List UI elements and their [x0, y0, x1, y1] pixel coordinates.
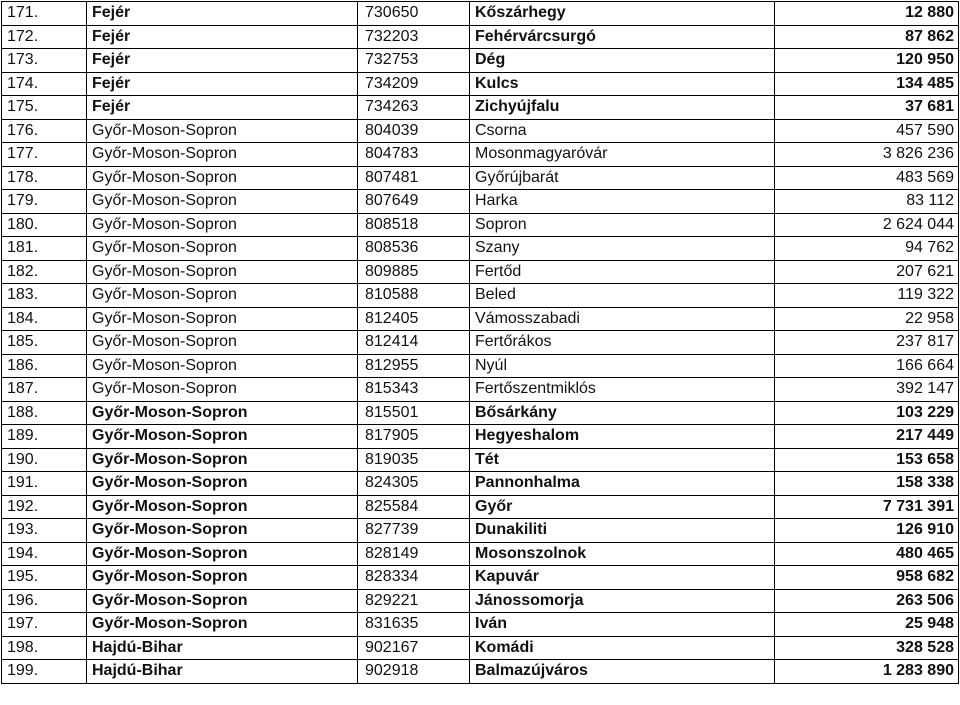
table-row [2, 25, 959, 49]
row-number: 172. [2, 25, 87, 49]
row-number: 196. [2, 589, 87, 613]
row-number: 183. [2, 284, 87, 308]
population-cell: 166 664 [775, 354, 959, 378]
county-cell: Győr-Moson-Sopron [87, 542, 358, 566]
place-cell: Nyúl [470, 354, 775, 378]
table-row [2, 284, 959, 308]
row-number: 182. [2, 260, 87, 284]
county-cell: Fejér [87, 25, 358, 49]
code-cell: 827739 [358, 519, 470, 543]
row-number: 199. [2, 660, 87, 684]
code-cell: 732203 [358, 25, 470, 49]
population-cell: 263 506 [775, 589, 959, 613]
place-cell: Kapuvár [470, 566, 775, 590]
table-row [2, 190, 959, 214]
population-cell: 37 681 [775, 96, 959, 120]
county-cell: Győr-Moson-Sopron [87, 354, 358, 378]
code-cell: 804783 [358, 143, 470, 167]
table-row [2, 472, 959, 496]
population-cell: 94 762 [775, 237, 959, 261]
county-cell: Győr-Moson-Sopron [87, 307, 358, 331]
place-cell: Csorna [470, 119, 775, 143]
row-number: 193. [2, 519, 87, 543]
code-cell: 902167 [358, 636, 470, 660]
place-cell: Jánossomorja [470, 589, 775, 613]
table-row [2, 354, 959, 378]
population-cell: 1 283 890 [775, 660, 959, 684]
place-cell: Dunakiliti [470, 519, 775, 543]
place-cell: Pannonhalma [470, 472, 775, 496]
row-number: 194. [2, 542, 87, 566]
population-cell: 207 621 [775, 260, 959, 284]
county-cell: Fejér [87, 2, 358, 26]
row-number: 186. [2, 354, 87, 378]
population-cell: 158 338 [775, 472, 959, 496]
code-cell: 808518 [358, 213, 470, 237]
row-number: 173. [2, 49, 87, 73]
county-cell: Győr-Moson-Sopron [87, 401, 358, 425]
place-cell: Fertőszentmiklós [470, 378, 775, 402]
county-cell: Győr-Moson-Sopron [87, 331, 358, 355]
code-cell: 817905 [358, 425, 470, 449]
row-number: 171. [2, 2, 87, 26]
table-row [2, 636, 959, 660]
row-number: 192. [2, 495, 87, 519]
table-row [2, 307, 959, 331]
place-cell: Komádi [470, 636, 775, 660]
table-row [2, 613, 959, 637]
county-cell: Győr-Moson-Sopron [87, 237, 358, 261]
place-cell: Tét [470, 448, 775, 472]
code-cell: 831635 [358, 613, 470, 637]
table-row [2, 495, 959, 519]
population-cell: 457 590 [775, 119, 959, 143]
table-row [2, 143, 959, 167]
code-cell: 812405 [358, 307, 470, 331]
county-cell: Győr-Moson-Sopron [87, 166, 358, 190]
row-number: 191. [2, 472, 87, 496]
code-cell: 808536 [358, 237, 470, 261]
county-cell: Győr-Moson-Sopron [87, 119, 358, 143]
population-cell: 7 731 391 [775, 495, 959, 519]
row-number: 181. [2, 237, 87, 261]
population-cell: 2 624 044 [775, 213, 959, 237]
place-cell: Fertőd [470, 260, 775, 284]
code-cell: 807649 [358, 190, 470, 214]
code-cell: 807481 [358, 166, 470, 190]
county-cell: Fejér [87, 96, 358, 120]
place-cell: Szany [470, 237, 775, 261]
table-row [2, 49, 959, 73]
code-cell: 819035 [358, 448, 470, 472]
row-number: 187. [2, 378, 87, 402]
row-number: 184. [2, 307, 87, 331]
row-number: 195. [2, 566, 87, 590]
row-number: 189. [2, 425, 87, 449]
place-cell: Hegyeshalom [470, 425, 775, 449]
row-number: 188. [2, 401, 87, 425]
table-row [2, 401, 959, 425]
county-cell: Győr-Moson-Sopron [87, 519, 358, 543]
code-cell: 734209 [358, 72, 470, 96]
table-row [2, 237, 959, 261]
place-cell: Sopron [470, 213, 775, 237]
population-cell: 153 658 [775, 448, 959, 472]
county-cell: Győr-Moson-Sopron [87, 566, 358, 590]
code-cell: 824305 [358, 472, 470, 496]
county-cell: Győr-Moson-Sopron [87, 613, 358, 637]
population-cell: 103 229 [775, 401, 959, 425]
table-row [2, 519, 959, 543]
population-cell: 958 682 [775, 566, 959, 590]
table-row [2, 72, 959, 96]
row-number: 175. [2, 96, 87, 120]
table-row [2, 96, 959, 120]
county-cell: Győr-Moson-Sopron [87, 425, 358, 449]
table-row [2, 331, 959, 355]
code-cell: 815343 [358, 378, 470, 402]
row-number: 198. [2, 636, 87, 660]
population-cell: 328 528 [775, 636, 959, 660]
county-cell: Győr-Moson-Sopron [87, 495, 358, 519]
code-cell: 828149 [358, 542, 470, 566]
place-cell: Bősárkány [470, 401, 775, 425]
population-cell: 217 449 [775, 425, 959, 449]
place-cell: Győrújbarát [470, 166, 775, 190]
code-cell: 815501 [358, 401, 470, 425]
settlements-table [1, 1, 959, 684]
table-row [2, 2, 959, 26]
county-cell: Hajdú-Bihar [87, 660, 358, 684]
population-cell: 119 322 [775, 284, 959, 308]
code-cell: 810588 [358, 284, 470, 308]
row-number: 197. [2, 613, 87, 637]
table-row [2, 378, 959, 402]
county-cell: Győr-Moson-Sopron [87, 589, 358, 613]
county-cell: Győr-Moson-Sopron [87, 260, 358, 284]
code-cell: 809885 [358, 260, 470, 284]
county-cell: Fejér [87, 49, 358, 73]
population-cell: 126 910 [775, 519, 959, 543]
code-cell: 902918 [358, 660, 470, 684]
row-number: 178. [2, 166, 87, 190]
table-row [2, 566, 959, 590]
row-number: 174. [2, 72, 87, 96]
code-cell: 732753 [358, 49, 470, 73]
place-cell: Kőszárhegy [470, 2, 775, 26]
row-number: 180. [2, 213, 87, 237]
population-cell: 87 862 [775, 25, 959, 49]
row-number: 177. [2, 143, 87, 167]
table-row [2, 425, 959, 449]
place-cell: Kulcs [470, 72, 775, 96]
code-cell: 829221 [358, 589, 470, 613]
place-cell: Fertőrákos [470, 331, 775, 355]
place-cell: Zichyújfalu [470, 96, 775, 120]
code-cell: 730650 [358, 2, 470, 26]
population-cell: 237 817 [775, 331, 959, 355]
place-cell: Beled [470, 284, 775, 308]
code-cell: 828334 [358, 566, 470, 590]
table-row [2, 260, 959, 284]
code-cell: 812955 [358, 354, 470, 378]
county-cell: Hajdú-Bihar [87, 636, 358, 660]
place-cell: Fehérvárcsurgó [470, 25, 775, 49]
place-cell: Vámosszabadi [470, 307, 775, 331]
place-cell: Győr [470, 495, 775, 519]
place-cell: Iván [470, 613, 775, 637]
table-body [2, 2, 959, 684]
county-cell: Győr-Moson-Sopron [87, 143, 358, 167]
code-cell: 812414 [358, 331, 470, 355]
county-cell: Győr-Moson-Sopron [87, 213, 358, 237]
table-row [2, 542, 959, 566]
row-number: 190. [2, 448, 87, 472]
row-number: 185. [2, 331, 87, 355]
table-row [2, 119, 959, 143]
population-cell: 25 948 [775, 613, 959, 637]
place-cell: Dég [470, 49, 775, 73]
population-cell: 120 950 [775, 49, 959, 73]
table-row [2, 166, 959, 190]
population-cell: 83 112 [775, 190, 959, 214]
table-row [2, 660, 959, 684]
row-number: 179. [2, 190, 87, 214]
county-cell: Győr-Moson-Sopron [87, 284, 358, 308]
county-cell: Győr-Moson-Sopron [87, 190, 358, 214]
population-cell: 480 465 [775, 542, 959, 566]
place-cell: Balmazújváros [470, 660, 775, 684]
population-cell: 392 147 [775, 378, 959, 402]
population-cell: 134 485 [775, 72, 959, 96]
population-cell: 483 569 [775, 166, 959, 190]
place-cell: Mosonszolnok [470, 542, 775, 566]
population-cell: 12 880 [775, 2, 959, 26]
county-cell: Fejér [87, 72, 358, 96]
county-cell: Győr-Moson-Sopron [87, 448, 358, 472]
place-cell: Harka [470, 190, 775, 214]
county-cell: Győr-Moson-Sopron [87, 378, 358, 402]
table-row [2, 213, 959, 237]
code-cell: 825584 [358, 495, 470, 519]
population-cell: 22 958 [775, 307, 959, 331]
code-cell: 734263 [358, 96, 470, 120]
table-row [2, 448, 959, 472]
code-cell: 804039 [358, 119, 470, 143]
county-cell: Győr-Moson-Sopron [87, 472, 358, 496]
row-number: 176. [2, 119, 87, 143]
population-cell: 3 826 236 [775, 143, 959, 167]
table-row [2, 589, 959, 613]
place-cell: Mosonmagyaróvár [470, 143, 775, 167]
